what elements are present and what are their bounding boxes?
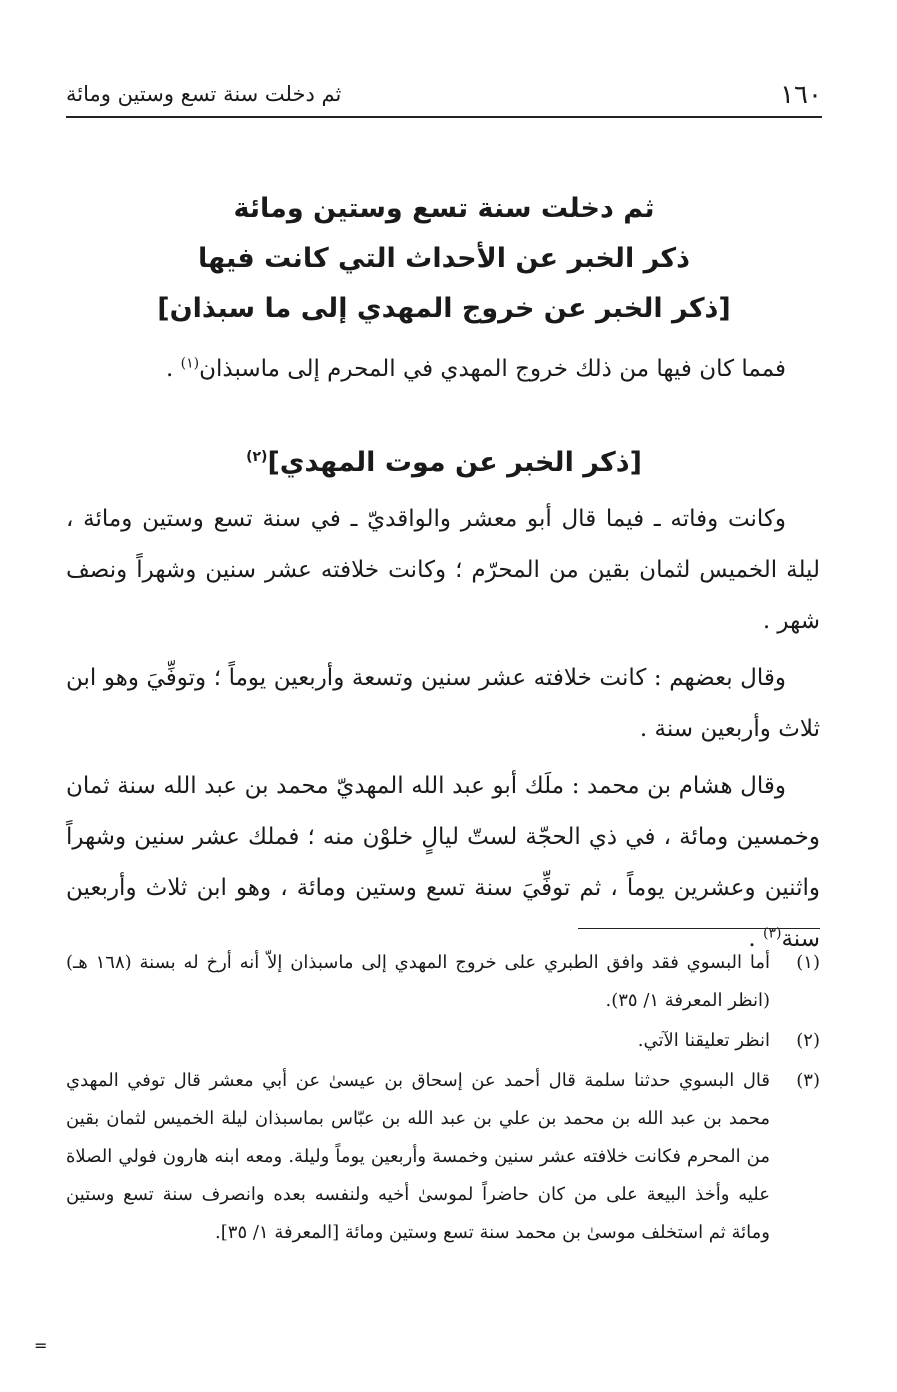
paragraph-3-end: .: [748, 926, 763, 952]
section-title-mahdi-departure: [ذكر الخبر عن خروج المهدي إلى ما سبذان]: [157, 293, 731, 324]
footnote-text: انظر تعليقنا الآتي.: [637, 1030, 770, 1051]
footnote-number: (١): [796, 952, 820, 973]
margin-mark: =: [34, 1336, 48, 1355]
footnote-text: أما البسوي فقد وافق الطبري على خروج المهدي إلى ماسبذان إلاّ أنه أرخ له بسنة (١٦٨ هـ) (انظر المعرفة ١/ ٣٥).: [66, 952, 770, 1011]
footnote-number: (٣): [796, 1070, 820, 1091]
intro-end: .: [166, 356, 181, 382]
paragraph-3-text: وقال هشام بن محمد : ملَك أبو عبد الله المهديّ محمد بن عبد الله سنة ثمان وخمسين ومائة ، في ذي الحجّة لستّ ليالٍ خلوْن منه ؛ فملك عشر سنين وشهراً واثنين وعشرين يوماً ، ثم توفِّيَ سنة تسع وستين ومائة ، وهو ابن ثلاث وأربعين سنة: [66, 773, 820, 952]
footnote-ref-2[interactable]: (٢): [246, 449, 268, 465]
footnotes: [66, 944, 820, 1254]
footnote-ref-3[interactable]: (٣): [762, 925, 782, 942]
paragraph-2: وقال بعضهم : كانت خلافته عشر سنين وتسعة وأربعين يوماً ؛ وتوفِّيَ وهو ابن ثلاث وأربعين سنة .: [66, 665, 820, 742]
footnote-1: [66, 944, 820, 1020]
page-number: ١٦٠: [780, 80, 822, 110]
running-title: ثم دخلت سنة تسع وستين ومائة: [66, 82, 342, 106]
intro-paragraph: [66, 344, 820, 395]
paragraph-3: [66, 761, 820, 965]
footnote-text: قال البسوي حدثنا سلمة قال أحمد عن إسحاق بن عيسىٰ عن أبي معشر قال توفي المهدي محمد بن عبد الله بن محمد بن علي بن عبد الله بن عبّاس بماسبذان ليلة الخميس لثمان بقين من المحرم فكانت خلافته عشر سنين وخمسة وأربعين يوماً وليلة. ومعه ابنه هارون فولي الصلاة عليه وأخذ البيعة على من كان حاضراً لموسىٰ أخيه ولنفسه بعده وانصرف سنة تسع وستين ومائة ثم استخلف موسىٰ بن محمد سنة تسع وستين ومائة [المعرفة ١/ ٣٥].: [66, 1070, 770, 1243]
section-heading-text: [ذكر الخبر عن موت المهدي]: [267, 447, 642, 478]
intro-text: فمما كان فيها من ذلك خروج المهدي في المحرم إلى ماسبذان: [199, 356, 786, 382]
footnote-number: (٢): [796, 1030, 820, 1051]
footnote-2: [66, 1022, 820, 1060]
footnote-ref-1[interactable]: (١): [180, 355, 200, 372]
section-heading-mahdi-death: [66, 438, 822, 488]
body-text: [66, 494, 820, 965]
paragraph-1: وكانت وفاته ـ فيما قال أبو معشر والواقديّ ـ في سنة تسع وستين ومائة ، ليلة الخميس لثمان بقين من المحرّم ؛ وكانت خلافته عشر سنين وشهراً ونصف شهر .: [66, 506, 820, 634]
footnote-3: [66, 1062, 820, 1252]
footnote-divider: [578, 928, 820, 929]
intro-paragraph-block: [66, 344, 820, 395]
running-header: [66, 76, 822, 118]
chapter-headings: [66, 184, 822, 334]
chapter-title: ثم دخلت سنة تسع وستين ومائة: [233, 193, 655, 224]
chapter-subtitle: ذكر الخبر عن الأحداث التي كانت فيها: [198, 243, 690, 274]
